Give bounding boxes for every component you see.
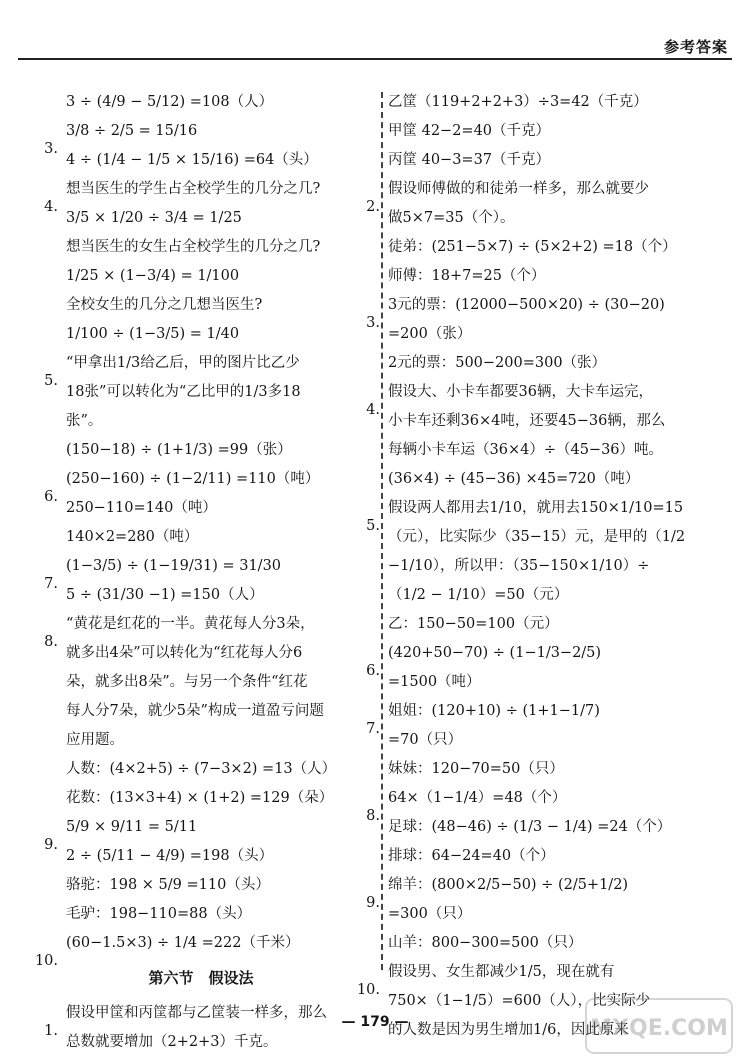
answer-line	[66, 233, 366, 262]
section-title: 第六节 假设法	[148, 969, 254, 987]
answer-line	[388, 407, 698, 436]
answer-text: 甲筐 42−2=40（千克）	[388, 123, 551, 139]
answer-line	[388, 668, 698, 697]
answer-line	[44, 610, 366, 650]
answer-text: 足球：(48−46) ÷ (1/3 − 1/4) =24（个）	[388, 819, 672, 835]
question-number: 1.	[44, 1023, 58, 1039]
answer-text: 应用题。	[66, 732, 124, 748]
answer-line	[44, 117, 366, 157]
answer-line	[388, 842, 698, 871]
answer-line	[66, 900, 366, 929]
answer-line	[366, 784, 698, 824]
answer-text: 全校女生的几分之几想当医生?	[66, 297, 263, 313]
question-number: 9.	[44, 837, 58, 853]
answer-text: 骆驼：198 × 5/9 =110（头）	[66, 877, 270, 893]
answer-line	[366, 378, 698, 418]
answer-text: 64×（1−1/4）=48（个）	[388, 790, 567, 806]
answer-line	[388, 726, 698, 755]
answer-text: 18张”可以转化为“乙比甲的1/3多18	[66, 384, 301, 400]
answer-text: 就多出4朵”可以转化为“红花每人分6	[66, 645, 303, 661]
answer-line	[66, 581, 366, 610]
header-title: 参考答案	[663, 38, 728, 56]
header-rule	[18, 58, 732, 60]
answer-text: 1/100 ÷ (1−3/5) = 1/40	[66, 326, 240, 342]
answer-line	[388, 552, 698, 581]
answer-text: 妹妹：120−70=50（只）	[388, 761, 564, 777]
answer-text: (250−160) ÷ (1−2/11) =110（吨）	[66, 471, 320, 487]
answer-line	[66, 842, 366, 871]
answer-line	[66, 146, 366, 175]
question-number: 3.	[366, 315, 380, 331]
answer-text: 总数就要增加（2+2+3）千克。	[66, 1034, 278, 1050]
answer-line	[388, 610, 698, 639]
answer-text: 张”。	[66, 413, 103, 429]
answer-text: 5/9 × 9/11 = 5/11	[66, 819, 198, 835]
answer-text: 人数：(4×2+5) ÷ (7−3×2) =13（人）	[66, 761, 337, 777]
answer-text: =300（只）	[388, 906, 472, 922]
answer-text: （1/2 − 1/10）=50（元）	[388, 587, 569, 603]
answer-line	[388, 320, 698, 349]
answer-line	[66, 494, 366, 523]
answer-line	[66, 291, 366, 320]
answer-line	[366, 639, 698, 679]
answer-line	[66, 407, 366, 436]
answer-text: 2元的票：500−200=300（张）	[388, 355, 607, 371]
answer-line	[44, 349, 366, 389]
answer-line	[66, 726, 366, 755]
question-number: 10.	[34, 953, 58, 969]
answer-text: 排球：64−24=40（个）	[388, 848, 555, 864]
question-number: 6.	[366, 663, 380, 679]
answer-text: 绵羊：(800×2/5−50) ÷ (2/5+1/2)	[388, 877, 629, 893]
question-number: 5.	[366, 518, 380, 534]
answer-text: 假设大、小卡车都要36辆，大卡车运完，	[388, 384, 653, 400]
answer-text: （元），比实际少（35−15）元，是甲的（1/2	[388, 529, 686, 545]
answer-line	[388, 523, 698, 552]
answer-text: 丙筐 40−3=37（千克）	[388, 152, 551, 168]
answer-line	[388, 117, 698, 146]
column-divider	[381, 92, 383, 970]
answer-text: 假设男、女生都减少1/5，现在就有	[388, 964, 615, 980]
answer-text: (36×4) ÷ (45−36) ×45=720（吨）	[388, 471, 640, 487]
answer-line	[388, 204, 698, 233]
question-number: 5.	[44, 373, 58, 389]
answer-text: 每辆小卡车运（36×4）÷（45−36）吨。	[388, 442, 664, 458]
answer-text: 乙：150−50=100（元）	[388, 616, 559, 632]
answer-line	[388, 146, 698, 175]
answer-line	[44, 552, 366, 592]
question-number: 3.	[44, 141, 58, 157]
answer-line	[356, 958, 698, 998]
question-number: 9.	[366, 895, 380, 911]
answer-text: 3/8 ÷ 2/5 = 15/16	[66, 123, 198, 139]
answer-text: 3/5 × 1/20 ÷ 3/4 = 1/25	[66, 210, 242, 226]
answer-line	[388, 581, 698, 610]
answer-text: 想当医生的女生占全校学生的几分之几?	[66, 239, 321, 255]
answer-text: “甲拿出1/3给乙后，甲的图片比乙少	[66, 355, 300, 371]
answer-text: 朵，就多出8朵”。与另一个条件“红花	[66, 674, 308, 690]
answer-text: −1/10），所以甲：（35−150×1/10）÷	[388, 558, 650, 574]
answer-text: 250−110=140（吨）	[66, 500, 217, 516]
question-number: 8.	[44, 634, 58, 650]
answer-text: 假设两人都用去1/10，就用去150×1/10=15	[388, 500, 684, 516]
answer-line	[388, 436, 698, 465]
answer-line	[66, 378, 366, 407]
answer-line	[44, 175, 366, 215]
answer-text: 小卡车还剩36×4吨，还要45−36辆，那么	[388, 413, 666, 429]
question-number: 4.	[44, 199, 58, 215]
answer-line	[366, 494, 698, 534]
answer-text: 2 ÷ (5/11 − 4/9) =198（头）	[66, 848, 274, 864]
answer-line	[66, 871, 366, 900]
answer-line	[44, 813, 366, 853]
answer-line	[66, 1028, 366, 1057]
answer-text: 花数：(13×3+4) × (1+2) =129（朵）	[66, 790, 334, 806]
answer-line	[388, 88, 698, 117]
answer-line	[388, 262, 698, 291]
answer-text: 山羊：800−300=500（只）	[388, 935, 583, 951]
watermark-text: MXQE.COM	[590, 1016, 728, 1041]
answer-text: (420+50−70) ÷ (1−1/3−2/5)	[388, 645, 602, 661]
answer-text: 的人数是因为男生增加1/6，因此原来	[388, 1022, 629, 1038]
answer-text: 4 ÷ (1/4 − 1/5 × 15/16) =64（头）	[66, 152, 318, 168]
answer-line	[366, 291, 698, 331]
answer-line	[388, 233, 698, 262]
answer-text: 做5×7=35（个）。	[388, 210, 515, 226]
answer-line	[388, 813, 698, 842]
answer-text: 姐姐：(120+10) ÷ (1+1−1/7)	[388, 703, 600, 719]
answer-line	[34, 929, 366, 969]
answer-text: =200（张）	[388, 326, 472, 342]
answer-text: 毛驴：198−110=88（头）	[66, 906, 252, 922]
answer-text: 3 ÷ (4/9 − 5/12) =108（人）	[66, 94, 274, 110]
answer-text: 140×2=280（吨）	[66, 529, 199, 545]
answer-text: 假设师傅做的和徒弟一样多，那么就要少	[388, 181, 649, 197]
answer-text: (150−18) ÷ (1+1/3) =99（张）	[66, 442, 292, 458]
watermark-logo	[584, 995, 734, 1057]
answer-line	[66, 639, 366, 668]
answer-text: “黄花是红花的一半。黄花每人分3朵，	[66, 616, 315, 632]
answer-text: (1−3/5) ÷ (1−19/31) = 31/30	[66, 558, 282, 574]
answer-line	[66, 88, 366, 117]
answer-line	[66, 668, 366, 697]
answer-line	[66, 523, 366, 552]
answer-line	[66, 204, 366, 233]
answer-text: (60−1.5×3) ÷ 1/4 =222（千米）	[66, 935, 300, 951]
page-number: — 179 —	[341, 1014, 409, 1030]
answer-line	[388, 900, 698, 929]
question-number: 4.	[366, 402, 380, 418]
question-number: 10.	[356, 982, 380, 998]
answer-text: =1500（吨）	[388, 674, 481, 690]
answer-line	[44, 465, 366, 505]
answer-line	[66, 320, 366, 349]
answer-line	[66, 436, 366, 465]
answer-text: 乙筐（119+2+2+3）÷3=42（千克）	[388, 94, 648, 110]
answer-text: =70（只）	[388, 732, 463, 748]
answer-text: 3元的票：(12000−500×20) ÷ (30−20)	[388, 297, 665, 313]
answer-text: 5 ÷ (31/30 −1) =150（人）	[66, 587, 264, 603]
answer-text: 想当医生的学生占全校学生的几分之几?	[66, 181, 321, 197]
answer-line	[66, 784, 366, 813]
answer-text: 师傅：18+7=25（个）	[388, 268, 546, 284]
answer-line	[388, 755, 698, 784]
answer-line	[388, 349, 698, 378]
answer-line	[66, 755, 366, 784]
answer-text: 假设甲筐和丙筐都与乙筐装一样多，那么	[66, 1005, 327, 1021]
answer-text: 徒弟：(251−5×7) ÷ (5×2+2) =18（个）	[388, 239, 677, 255]
answer-line	[388, 465, 698, 494]
question-number: 2.	[366, 199, 380, 215]
left-column	[34, 88, 366, 1057]
answer-line	[66, 262, 366, 291]
answer-line	[366, 697, 698, 737]
answer-line	[66, 697, 366, 726]
question-number: 7.	[366, 721, 380, 737]
answer-line	[366, 871, 698, 911]
answer-text: 750×（1−1/5）=600（人），比实际少	[388, 993, 651, 1009]
answer-line	[366, 175, 698, 215]
answer-text: 每人分7朵，就少5朵”构成一道盈亏问题	[66, 703, 324, 719]
question-number: 7.	[44, 576, 58, 592]
answer-line	[388, 929, 698, 958]
question-number: 6.	[44, 489, 58, 505]
answer-text: 1/25 × (1−3/4) = 1/100	[66, 268, 240, 284]
question-number: 8.	[366, 808, 380, 824]
